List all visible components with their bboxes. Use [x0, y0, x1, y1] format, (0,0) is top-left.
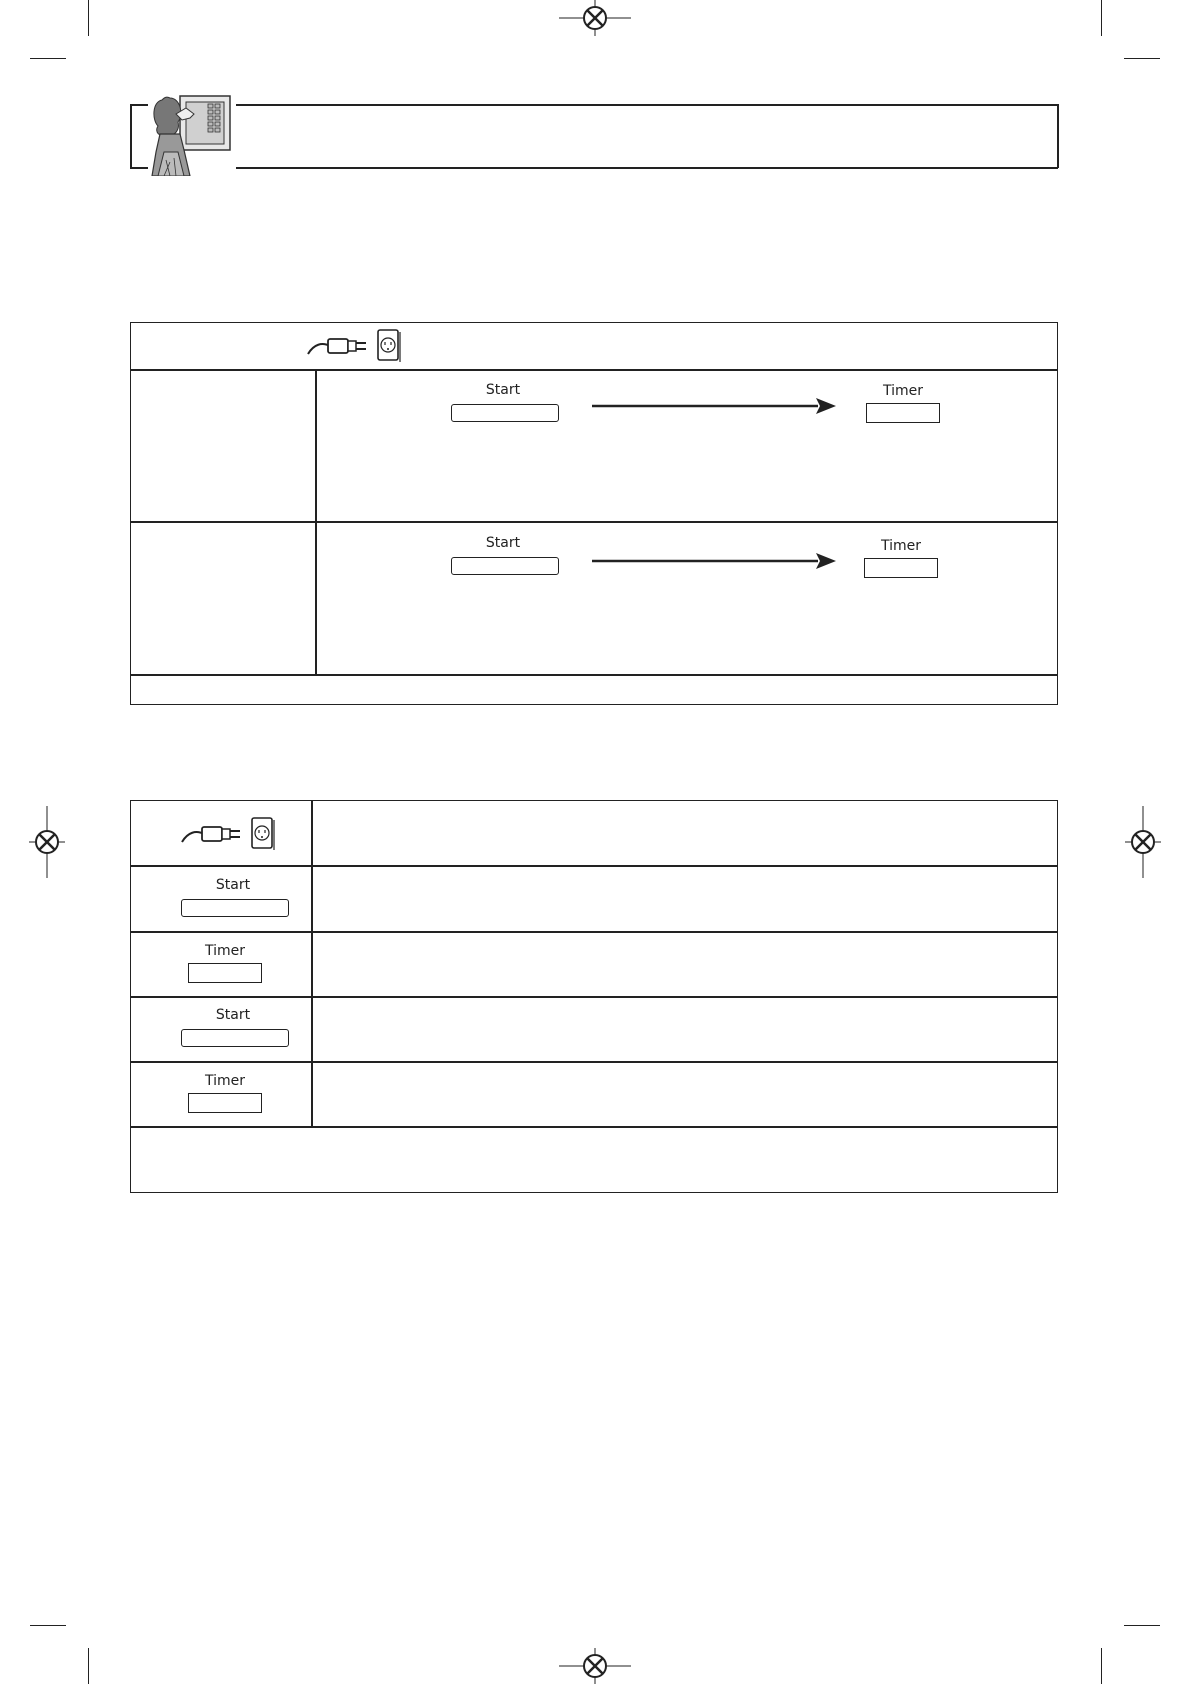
- timer-button-key: [864, 558, 938, 578]
- table-2-divider: [130, 931, 1058, 933]
- table-2-divider: [130, 1126, 1058, 1128]
- table-2-divider: [130, 865, 1058, 867]
- crop-mark-bottom-left-v: [88, 1648, 89, 1684]
- start-button-label: Start: [215, 877, 251, 893]
- start-button-key: [451, 404, 559, 422]
- table-1: [130, 322, 1058, 705]
- timer-button[interactable]: [165, 943, 285, 987]
- table-1-divider: [130, 674, 1058, 676]
- start-button-key: [181, 899, 289, 917]
- start-button-key: [451, 557, 559, 575]
- start-button-label: Start: [485, 382, 521, 398]
- table-1-column-divider: [315, 369, 317, 674]
- timer-button-label: Timer: [882, 383, 924, 399]
- plug-and-outlet-icon: [306, 328, 404, 364]
- table-2-divider: [130, 1061, 1058, 1063]
- start-button[interactable]: [173, 877, 293, 919]
- crop-mark-top-left-v: [88, 0, 89, 36]
- start-button-label: Start: [215, 1007, 251, 1023]
- timer-button-key: [188, 1093, 262, 1113]
- table-1-divider: [130, 521, 1058, 523]
- start-button[interactable]: [443, 382, 563, 424]
- timer-button-key: [866, 403, 940, 423]
- timer-button-label: Timer: [204, 1073, 246, 1089]
- table-2-divider: [130, 996, 1058, 998]
- registration-mark-icon: [559, 0, 631, 36]
- header-frame: [130, 104, 1058, 168]
- timer-button-label: Timer: [880, 538, 922, 554]
- timer-button[interactable]: [841, 538, 961, 582]
- plug-and-outlet-icon: [180, 816, 278, 852]
- registration-mark-icon: [1125, 806, 1161, 878]
- start-button[interactable]: [173, 1007, 293, 1049]
- timer-button-label: Timer: [204, 943, 246, 959]
- woman-at-control-panel-illustration: [150, 92, 234, 176]
- registration-mark-icon: [559, 1648, 631, 1684]
- start-button-key: [181, 1029, 289, 1047]
- table-1-divider: [130, 369, 1058, 371]
- arrow-right-icon: [592, 553, 836, 569]
- registration-mark-icon: [29, 806, 65, 878]
- timer-button[interactable]: [843, 383, 963, 427]
- arrow-right-icon: [592, 398, 836, 414]
- crop-mark-bottom-left-h: [30, 1625, 66, 1626]
- timer-button[interactable]: [165, 1073, 285, 1117]
- crop-mark-top-right-v: [1101, 0, 1102, 36]
- table-2-column-divider: [311, 800, 313, 1126]
- start-button-label: Start: [485, 535, 521, 551]
- crop-mark-top-left-h: [30, 58, 66, 59]
- start-button[interactable]: [443, 535, 563, 577]
- crop-mark-top-right-h: [1124, 58, 1160, 59]
- crop-mark-bottom-right-v: [1101, 1648, 1102, 1684]
- timer-button-key: [188, 963, 262, 983]
- crop-mark-bottom-right-h: [1124, 1625, 1160, 1626]
